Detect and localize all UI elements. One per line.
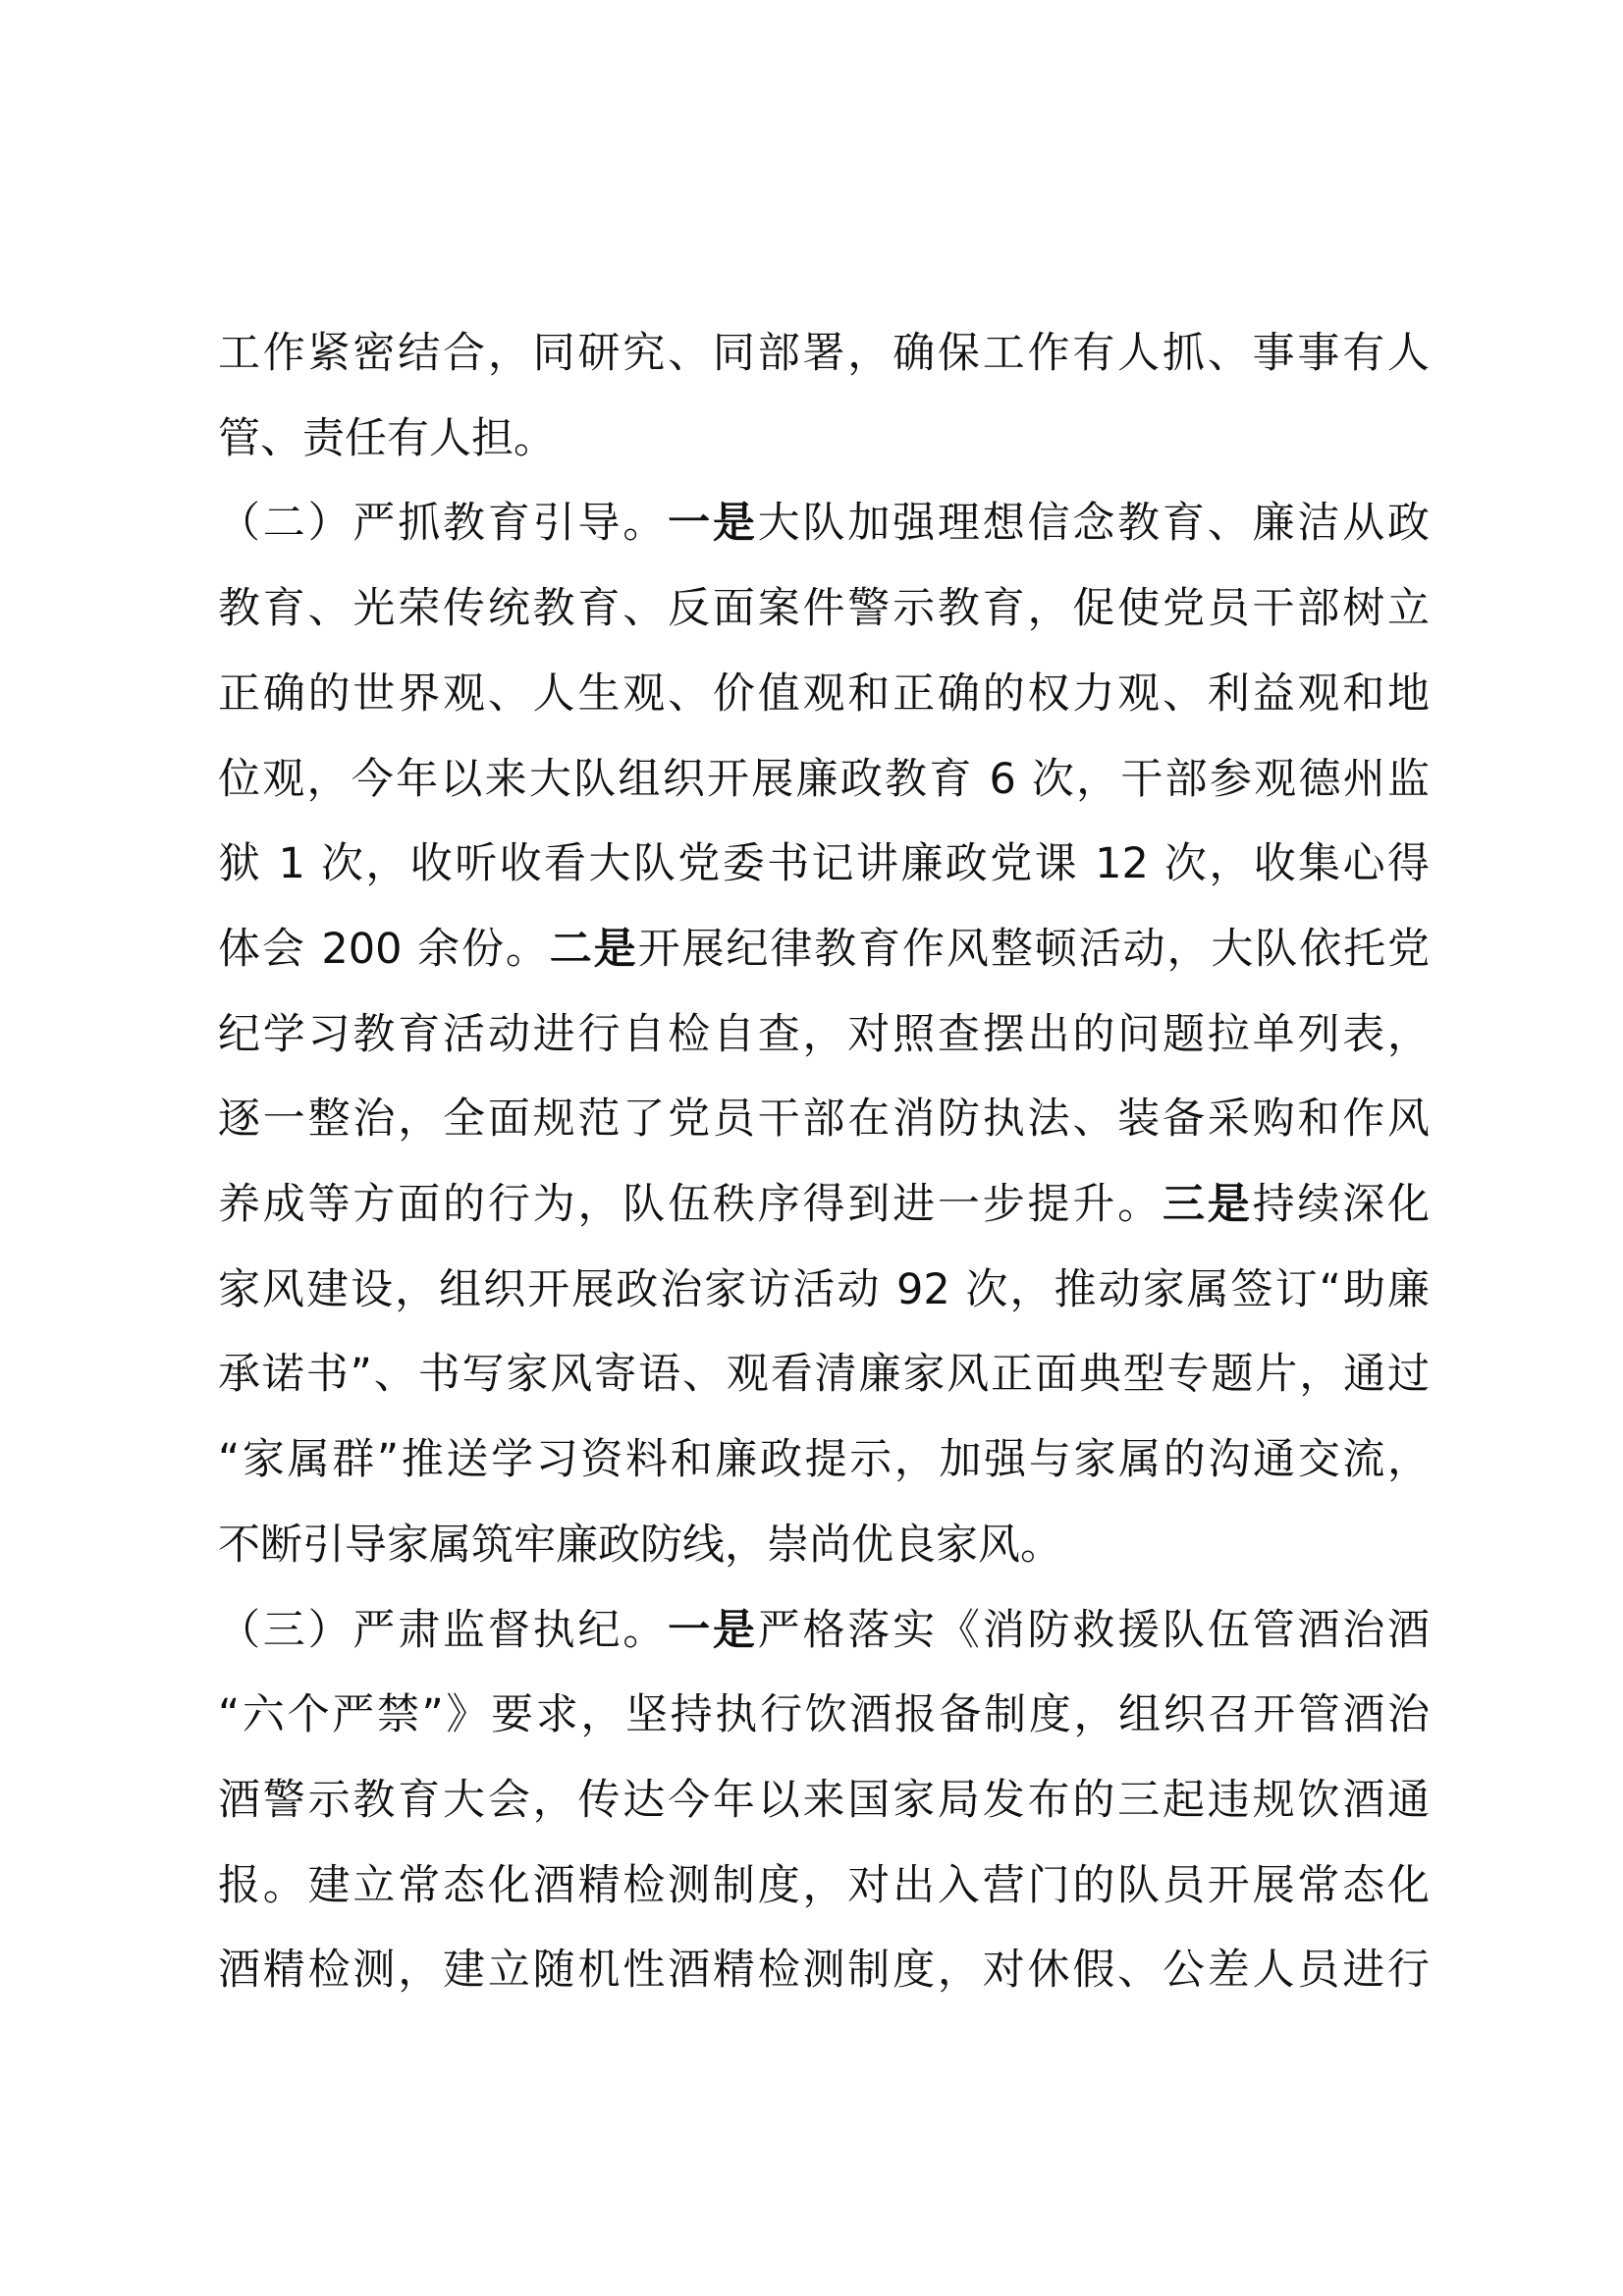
text-segment: 酒警示教育大会，传达今年以来国家局发布的三起违规饮酒通 xyxy=(218,1775,1430,1825)
text-line xyxy=(218,324,1430,383)
bold-keyword: 三是 xyxy=(1162,1180,1253,1229)
text-segment: 纪学习教育活动进行自检自查，对照查摆出的问题拉单列表， xyxy=(218,1009,1430,1059)
text-line xyxy=(218,1856,1430,1915)
text-segment: 不断引导家属筑牢廉政防线，崇尚优良家风。 xyxy=(218,1520,1062,1570)
text-segment: 养成等方面的行为，队伍秩序得到进一步提升。 xyxy=(218,1180,1163,1229)
text-line xyxy=(218,1941,1430,2000)
text-segment: 教育、光荣传统教育、反面案件警示教育，促使党员干部树立 xyxy=(218,584,1430,634)
text-line xyxy=(218,1005,1430,1064)
text-segment: 开展纪律教育作风整顿活动，大队依托党 xyxy=(637,924,1431,974)
text-line xyxy=(218,1175,1430,1234)
text-line xyxy=(218,665,1430,723)
text-segment: 正确的世界观、人生观、价值观和正确的权力观、利益观和地 xyxy=(218,668,1430,719)
text-segment: 报。建立常态化酒精检测制度，对出入营门的队员开展常态化 xyxy=(218,1860,1430,1910)
text-segment: “家属群”推送学习资料和廉政提示，加强与家属的沟通交流， xyxy=(218,1435,1430,1485)
text-line xyxy=(218,1090,1430,1148)
bold-keyword: 二是 xyxy=(549,924,638,974)
text-line xyxy=(218,1345,1430,1404)
text-segment: “六个严禁”》要求，坚持执行饮酒报备制度，组织召开管酒治 xyxy=(218,1690,1430,1740)
text-segment: 家风建设，组织开展政治家访活动 92 次，推动家属签订“助廉 xyxy=(218,1264,1430,1314)
text-line xyxy=(218,1771,1430,1830)
text-line xyxy=(218,1260,1430,1319)
text-segment: 酒精检测，建立随机性酒精检测制度，对休假、公差人员进行 xyxy=(218,1946,1430,1996)
text-segment: 持续深化 xyxy=(1252,1180,1431,1229)
text-line xyxy=(218,1516,1430,1575)
text-segment: 大队加强理想信念教育、廉洁从政 xyxy=(757,499,1431,549)
text-segment: 体会 200 余份。 xyxy=(218,924,550,974)
text-line xyxy=(218,834,1430,893)
text-segment: 严格落实《消防救援队伍管酒治酒 xyxy=(757,1605,1431,1655)
section-heading: （三）严肃监督执纪。 xyxy=(218,1605,669,1655)
bold-keyword: 一是 xyxy=(668,1605,758,1655)
text-segment: 承诺书”、书写家风寄语、观看清廉家风正面典型专题片，通过 xyxy=(218,1350,1430,1400)
text-line xyxy=(218,579,1430,638)
text-segment: 逐一整治，全面规范了党员干部在消防执法、装备采购和作风 xyxy=(218,1095,1430,1145)
text-line xyxy=(218,1601,1430,1660)
bold-keyword: 一是 xyxy=(668,499,758,549)
text-line xyxy=(218,409,1430,468)
section-heading: （二）严抓教育引导。 xyxy=(218,499,669,549)
text-line xyxy=(218,750,1430,809)
text-line xyxy=(218,1685,1430,1744)
text-line xyxy=(218,1430,1430,1489)
text-line xyxy=(218,494,1430,553)
text-segment: 位观，今年以来大队组织开展廉政教育 6 次，干部参观德州监 xyxy=(218,754,1430,804)
text-line xyxy=(218,920,1430,979)
text-segment: 工作紧密结合，同研究、同部署，确保工作有人抓、事事有人 xyxy=(218,329,1430,378)
text-segment: 管、责任有人担。 xyxy=(218,413,556,463)
text-segment: 狱 1 次，收听收看大队党委书记讲廉政党课 12 次，收集心得 xyxy=(218,839,1430,889)
